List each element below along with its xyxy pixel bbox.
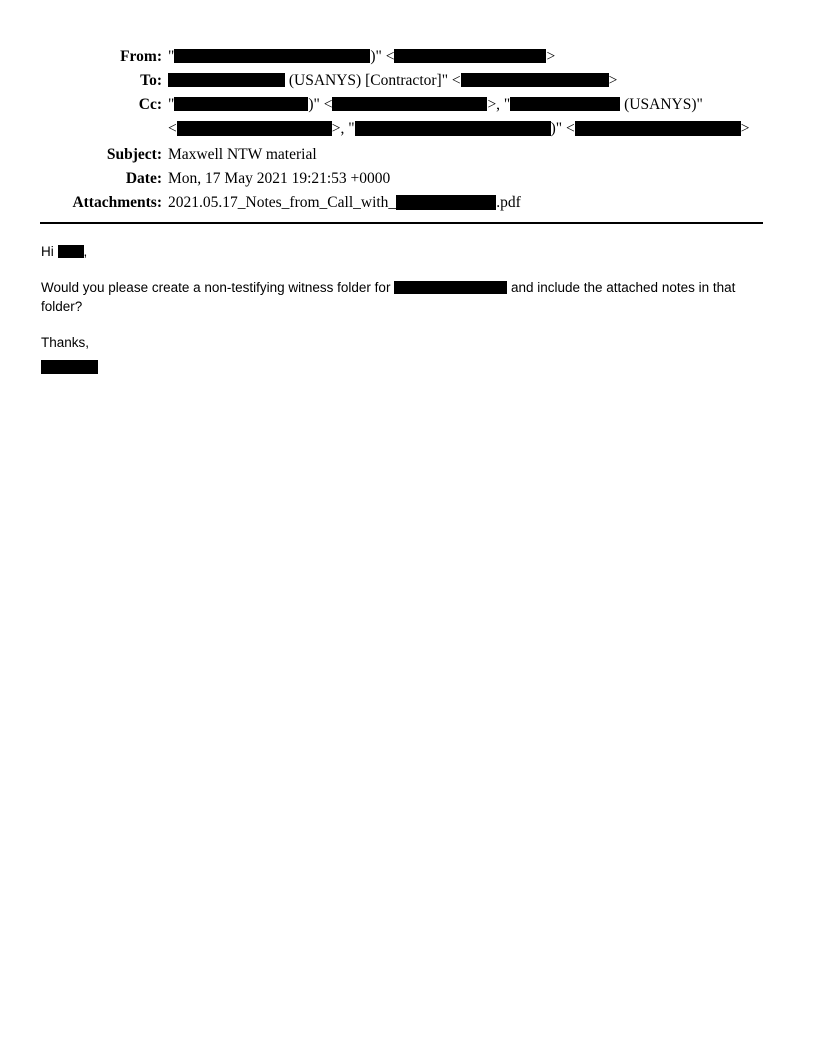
header-row-from <box>40 46 776 68</box>
date-value: Mon, 17 May 2021 19:21:53 +0000 <box>168 170 391 187</box>
attachments-value <box>168 192 776 214</box>
paragraph-suffix: and include the attached notes in that folder? <box>41 280 736 314</box>
to-value <box>168 70 776 92</box>
cc2-text-4: > <box>740 120 750 137</box>
redaction-bar <box>355 121 551 136</box>
redaction-bar <box>41 360 98 374</box>
header-row-date <box>40 168 776 190</box>
cc-label: Cc: <box>138 96 162 113</box>
from-text-2: )" < <box>370 48 395 65</box>
body-paragraph <box>41 278 753 316</box>
header-row-cc <box>40 94 776 116</box>
greeting-prefix: Hi <box>41 244 58 259</box>
paragraph-prefix: Would you please create a non-testifying witness folder for <box>41 280 395 295</box>
redaction-bar <box>174 97 308 111</box>
redaction-bar <box>177 121 332 136</box>
header-row-to <box>40 70 776 92</box>
to-text-2: > <box>608 72 618 89</box>
header-row-cc-continued <box>40 118 776 140</box>
header-row-subject <box>40 144 776 166</box>
from-label: From: <box>120 48 162 65</box>
from-value <box>168 46 776 68</box>
redaction-bar <box>58 245 84 258</box>
cc-text-4: (USANYS)" <box>620 96 703 113</box>
cc2-text-2: >, " <box>331 120 355 137</box>
date-label: Date: <box>125 170 162 187</box>
cc-value <box>168 94 776 116</box>
from-text-1: " <box>168 48 175 65</box>
to-text-1: (USANYS) [Contractor]" < <box>285 72 461 89</box>
cc2-text-3: )" < <box>550 120 575 137</box>
redaction-bar <box>575 121 741 136</box>
redaction-bar <box>461 73 609 87</box>
attachment-filename-prefix: 2021.05.17_Notes_from_Call_with_ <box>168 194 397 211</box>
redaction-bar <box>394 49 546 63</box>
to-label: To: <box>140 72 162 89</box>
cc-text-3: >, " <box>487 96 511 113</box>
header-body-divider <box>40 222 763 224</box>
from-text-3: > <box>546 48 556 65</box>
subject-value: Maxwell NTW material <box>168 146 317 163</box>
email-header <box>40 46 776 216</box>
attachment-filename-suffix: .pdf <box>496 194 521 211</box>
redaction-bar <box>396 195 496 210</box>
redaction-bar <box>510 97 620 111</box>
redaction-bar <box>168 73 285 87</box>
redaction-bar <box>332 97 487 111</box>
redaction-bar <box>394 281 507 294</box>
cc-text-1: " <box>168 96 175 113</box>
attachments-label: Attachments: <box>72 194 162 211</box>
cc-text-2: )" < <box>308 96 333 113</box>
body-greeting <box>41 242 753 261</box>
email-body <box>41 242 753 393</box>
header-row-attachments <box>40 192 776 214</box>
cc-value-continued <box>168 118 776 140</box>
cc2-text-1: < <box>168 120 177 137</box>
greeting-suffix: , <box>83 244 88 259</box>
redaction-bar <box>174 49 370 63</box>
subject-label: Subject: <box>106 146 162 163</box>
body-signature <box>41 357 753 376</box>
body-closing: Thanks, <box>41 335 90 350</box>
